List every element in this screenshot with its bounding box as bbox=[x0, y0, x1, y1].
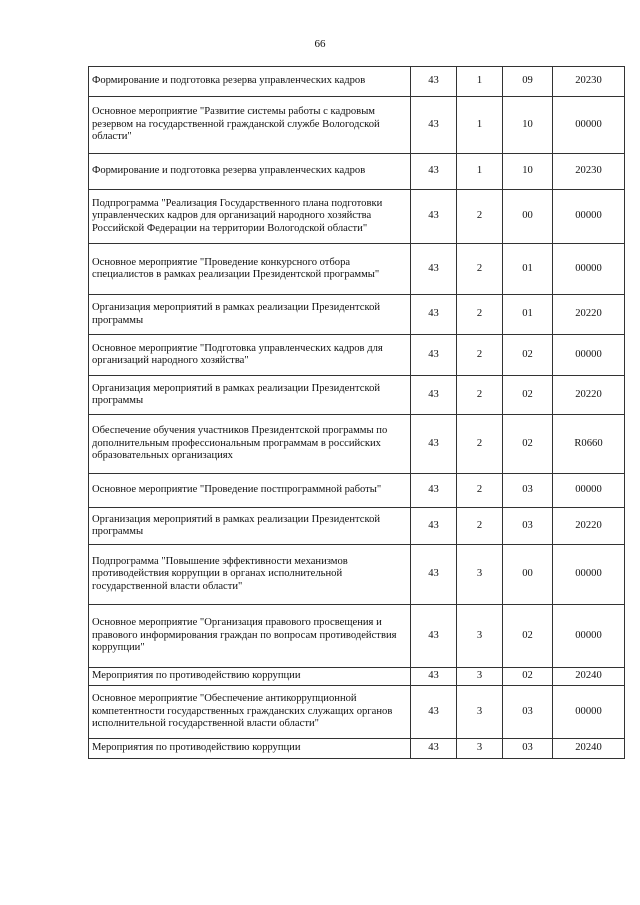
row-code-a: 43 bbox=[411, 97, 457, 154]
row-code-c: 03 bbox=[503, 686, 553, 739]
row-name: Основное мероприятие "Проведение постпрограммной работы" bbox=[89, 474, 411, 508]
table-row bbox=[89, 335, 625, 376]
row-code-c: 03 bbox=[503, 508, 553, 545]
row-code-d: 00000 bbox=[553, 474, 625, 508]
row-code-a: 43 bbox=[411, 190, 457, 244]
row-code-d: 20220 bbox=[553, 508, 625, 545]
row-name: Мероприятия по противодействию коррупции bbox=[89, 739, 411, 759]
row-code-a: 43 bbox=[411, 605, 457, 668]
row-code-b: 3 bbox=[457, 739, 503, 759]
row-name: Основное мероприятие "Подготовка управленческих кадров для организаций народного хозяйства" bbox=[89, 335, 411, 376]
row-name: Формирование и подготовка резерва управленческих кадров bbox=[89, 67, 411, 97]
row-code-d: 00000 bbox=[553, 335, 625, 376]
row-code-c: 10 bbox=[503, 97, 553, 154]
table-row bbox=[89, 97, 625, 154]
row-code-a: 43 bbox=[411, 335, 457, 376]
row-code-c: 00 bbox=[503, 190, 553, 244]
row-code-b: 2 bbox=[457, 508, 503, 545]
row-code-c: 02 bbox=[503, 376, 553, 415]
row-code-d: 20240 bbox=[553, 739, 625, 759]
table-row bbox=[89, 154, 625, 190]
row-code-b: 2 bbox=[457, 474, 503, 508]
table-row bbox=[89, 508, 625, 545]
row-code-d: 20220 bbox=[553, 376, 625, 415]
row-code-d: 00000 bbox=[553, 244, 625, 295]
row-code-a: 43 bbox=[411, 545, 457, 605]
row-code-d: 00000 bbox=[553, 605, 625, 668]
row-code-c: 02 bbox=[503, 335, 553, 376]
row-code-b: 3 bbox=[457, 545, 503, 605]
row-code-c: 02 bbox=[503, 415, 553, 474]
row-code-a: 43 bbox=[411, 474, 457, 508]
row-code-c: 10 bbox=[503, 154, 553, 190]
row-code-c: 03 bbox=[503, 474, 553, 508]
row-name: Подпрограмма "Повышение эффективности механизмов противодействия коррупции в органах исполнительной государственной власти области" bbox=[89, 545, 411, 605]
row-code-c: 01 bbox=[503, 295, 553, 335]
row-code-b: 3 bbox=[457, 605, 503, 668]
row-code-c: 02 bbox=[503, 605, 553, 668]
row-code-c: 09 bbox=[503, 67, 553, 97]
table-row bbox=[89, 295, 625, 335]
row-code-a: 43 bbox=[411, 668, 457, 686]
row-name: Организация мероприятий в рамках реализации Президентской программы bbox=[89, 508, 411, 545]
table-row bbox=[89, 376, 625, 415]
row-code-b: 1 bbox=[457, 154, 503, 190]
row-code-d: 00000 bbox=[553, 190, 625, 244]
table-row bbox=[89, 739, 625, 759]
row-code-a: 43 bbox=[411, 67, 457, 97]
row-name: Основное мероприятие "Обеспечение антикоррупционной компетентности государственных гражданских служащих органов исполнительной государственной власти области" bbox=[89, 686, 411, 739]
row-code-d: 20220 bbox=[553, 295, 625, 335]
table-row bbox=[89, 190, 625, 244]
row-name: Основное мероприятие "Проведение конкурсного отбора специалистов в рамках реализации Президентской программы" bbox=[89, 244, 411, 295]
row-code-c: 02 bbox=[503, 668, 553, 686]
table-row bbox=[89, 668, 625, 686]
row-code-d: 00000 bbox=[553, 97, 625, 154]
table-row bbox=[89, 474, 625, 508]
row-code-b: 1 bbox=[457, 97, 503, 154]
row-code-d: 20230 bbox=[553, 154, 625, 190]
row-code-b: 3 bbox=[457, 668, 503, 686]
row-code-a: 43 bbox=[411, 415, 457, 474]
table-row bbox=[89, 67, 625, 97]
table-row bbox=[89, 415, 625, 474]
row-code-a: 43 bbox=[411, 686, 457, 739]
row-code-d: 20230 bbox=[553, 67, 625, 97]
row-code-a: 43 bbox=[411, 376, 457, 415]
row-code-d: 20240 bbox=[553, 668, 625, 686]
row-name: Обеспечение обучения участников Президентской программы по дополнительным профессиональным программам в российских образовательных организациях bbox=[89, 415, 411, 474]
row-code-a: 43 bbox=[411, 244, 457, 295]
row-code-a: 43 bbox=[411, 154, 457, 190]
row-code-b: 2 bbox=[457, 335, 503, 376]
row-name: Организация мероприятий в рамках реализации Президентской программы bbox=[89, 376, 411, 415]
row-name: Подпрограмма "Реализация Государственного плана подготовки управленческих кадров для организаций народного хозяйства Российской Федерации на территории Вологодской области" bbox=[89, 190, 411, 244]
row-code-c: 01 bbox=[503, 244, 553, 295]
row-code-c: 00 bbox=[503, 545, 553, 605]
row-code-b: 2 bbox=[457, 295, 503, 335]
row-code-d: R0660 bbox=[553, 415, 625, 474]
row-code-b: 2 bbox=[457, 190, 503, 244]
row-name: Организация мероприятий в рамках реализации Президентской программы bbox=[89, 295, 411, 335]
row-code-b: 2 bbox=[457, 415, 503, 474]
row-code-b: 1 bbox=[457, 67, 503, 97]
page-number: 66 bbox=[314, 38, 326, 50]
row-name: Основное мероприятие "Развитие системы работы с кадровым резервом на государственной гражданской службе Вологодской области" bbox=[89, 97, 411, 154]
row-code-d: 00000 bbox=[553, 686, 625, 739]
row-name: Основное мероприятие "Организация правового просвещения и правового информирования граждан по вопросам противодействия коррупции" bbox=[89, 605, 411, 668]
row-code-c: 03 bbox=[503, 739, 553, 759]
row-code-a: 43 bbox=[411, 295, 457, 335]
table-row bbox=[89, 605, 625, 668]
table-row bbox=[89, 686, 625, 739]
row-code-b: 3 bbox=[457, 686, 503, 739]
row-code-a: 43 bbox=[411, 508, 457, 545]
row-name: Формирование и подготовка резерва управленческих кадров bbox=[89, 154, 411, 190]
table-row bbox=[89, 244, 625, 295]
row-code-b: 2 bbox=[457, 244, 503, 295]
row-name: Мероприятия по противодействию коррупции bbox=[89, 668, 411, 686]
row-code-b: 2 bbox=[457, 376, 503, 415]
budget-classification-table bbox=[88, 66, 625, 759]
table-row bbox=[89, 545, 625, 605]
row-code-a: 43 bbox=[411, 739, 457, 759]
row-code-d: 00000 bbox=[553, 545, 625, 605]
